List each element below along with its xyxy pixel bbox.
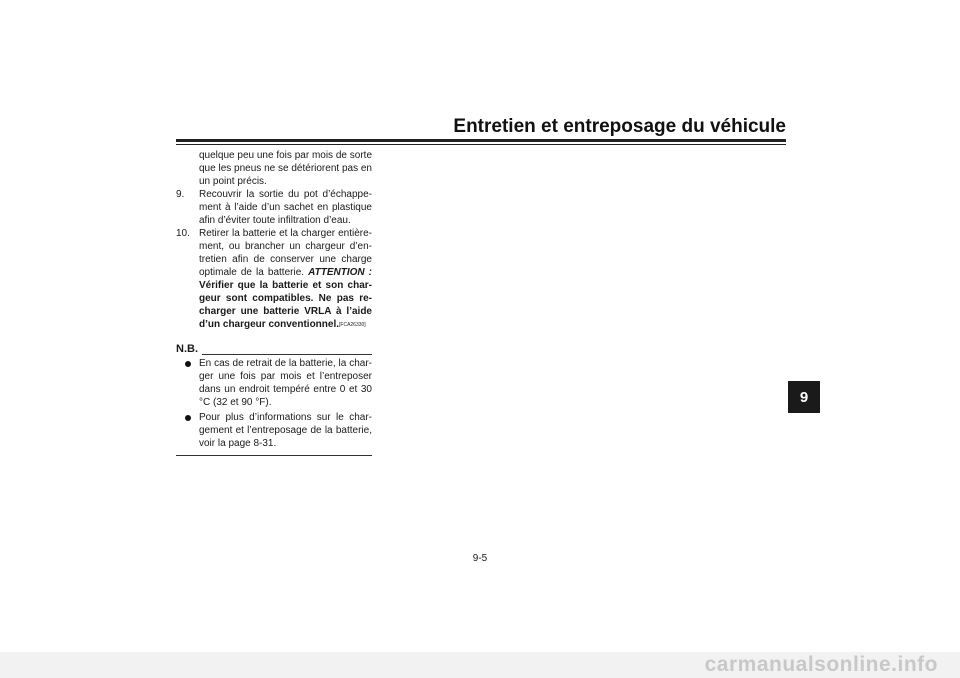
- nb-bullet-text: En cas de retrait de la batterie, la charger une fois par mois et l’entreposer dans un endroit tempéré entre 0 et 30 °C (32 et 90 °F).: [199, 358, 372, 408]
- bullet-dot-icon: [185, 361, 191, 367]
- step-number: 10.: [176, 228, 190, 239]
- attention-text: Vérifier que la batterie et son chargeur sont compatibles. Ne pas recharger une batterie VRLA à l’aide d’un chargeur conventionnel.: [199, 280, 372, 330]
- step-9: [176, 188, 372, 227]
- nb-bullet-item: [176, 357, 372, 409]
- page-header-title: Entretien et entreposage du véhicule: [453, 116, 786, 137]
- nb-bullet-text: Pour plus d’informations sur le chargement et l’entreposage de la batterie, voir la page 8-31.: [199, 412, 372, 449]
- step-number: 9.: [176, 189, 185, 200]
- step-text: Recouvrir la sortie du pot d’échappement à l’aide d’un sachet en plastique afin d’éviter toute infiltration d’eau.: [199, 189, 372, 226]
- nb-heading: [176, 343, 372, 355]
- step-text: Retirer la batterie et la charger entièrement, ou brancher un chargeur d’entretien afin de conserver une charge optimale de la batterie.: [199, 228, 372, 278]
- nb-heading-rule: [202, 344, 372, 355]
- header-rule-thick: [176, 139, 786, 142]
- nb-bullet-item: [176, 411, 372, 450]
- attention-code: [FCA26330]: [339, 322, 366, 328]
- watermark-text: carmanualsonline.info: [704, 653, 938, 676]
- step-10: [176, 227, 372, 332]
- continuation-text: quelque peu une fois par mois de sorte que les pneus ne se détériorent pas en un point précis.: [199, 150, 372, 187]
- attention-title: ATTENTION :: [308, 267, 372, 278]
- header-rule-thin: [176, 144, 786, 145]
- nb-end-rule: [176, 455, 372, 456]
- watermark-bar: [0, 652, 960, 678]
- page-number: 9-5: [472, 553, 488, 564]
- content-column: [176, 149, 372, 456]
- bullet-dot-icon: [185, 415, 191, 421]
- chapter-tab: 9: [788, 381, 820, 413]
- nb-label: N.B.: [176, 343, 198, 355]
